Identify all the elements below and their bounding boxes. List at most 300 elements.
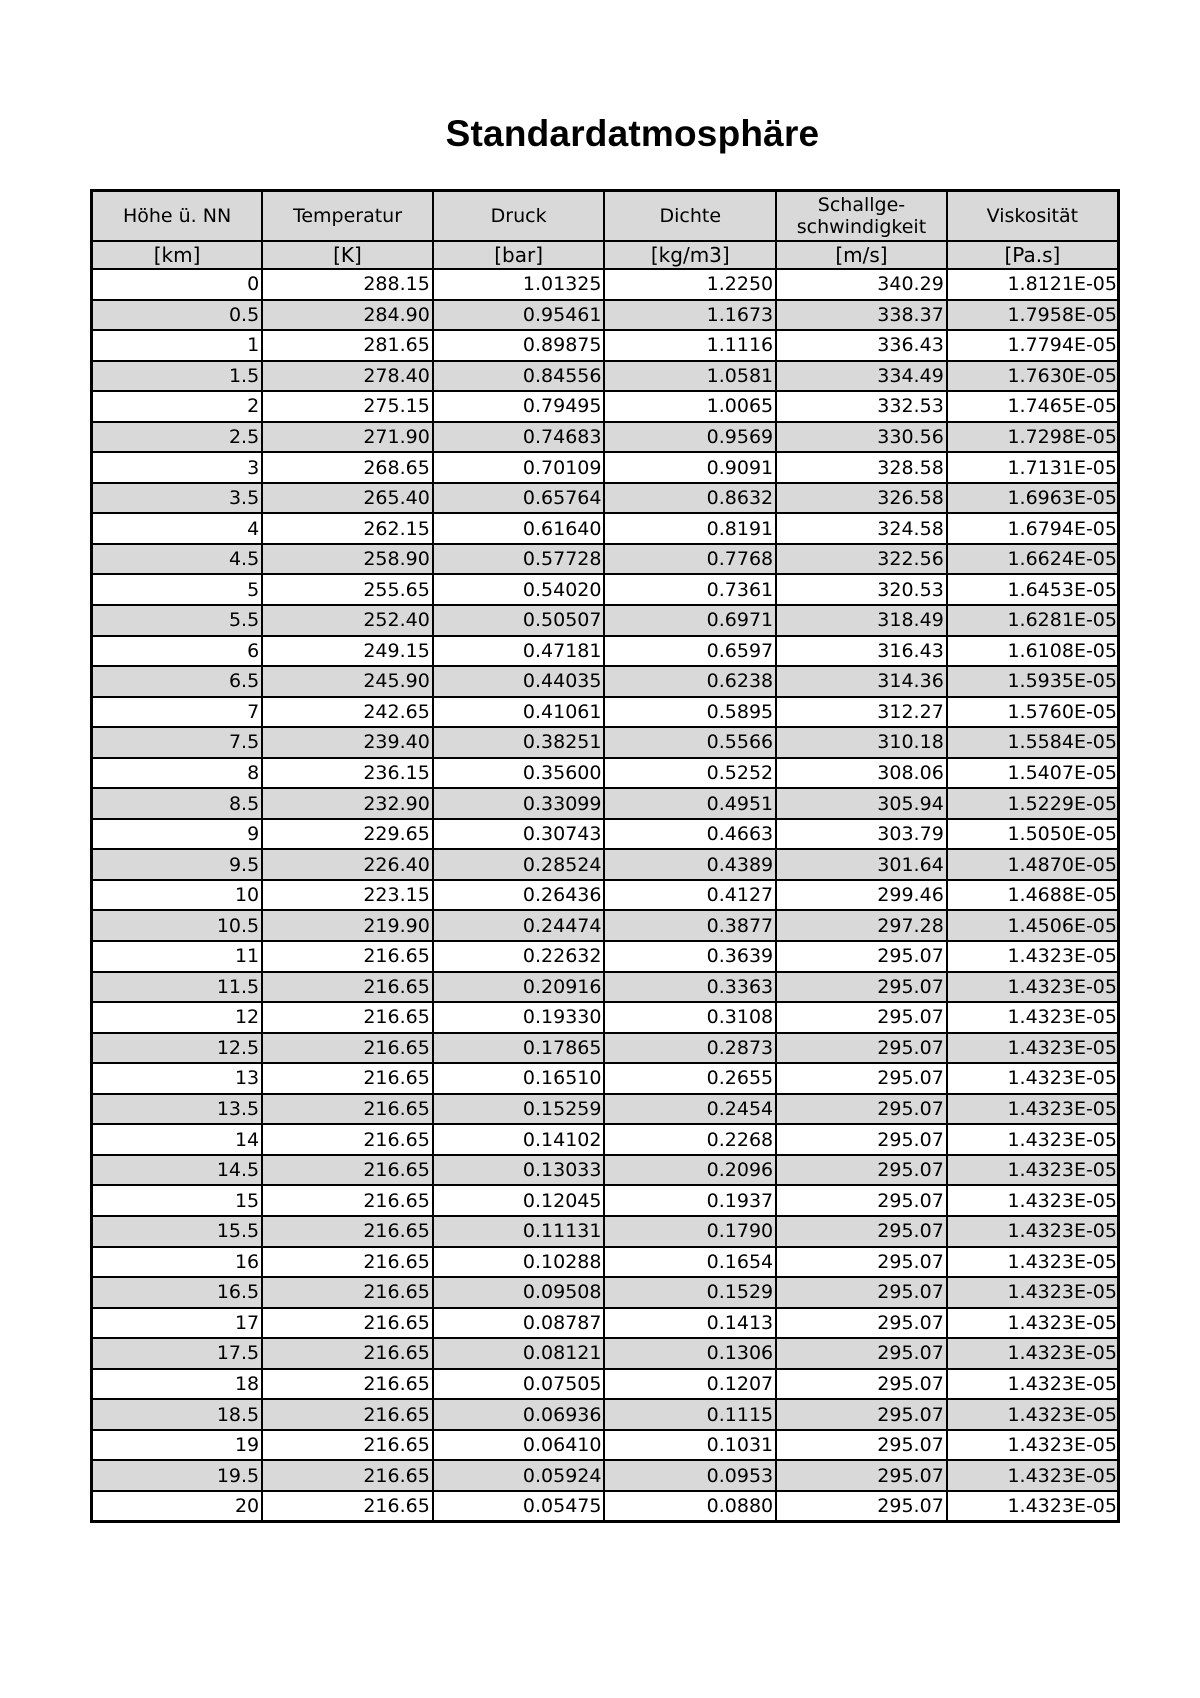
cell-altitude: 7 (92, 697, 263, 728)
cell-temperature: 236.15 (262, 758, 433, 789)
cell-temperature: 216.65 (262, 1124, 433, 1155)
cell-density: 0.1529 (604, 1277, 776, 1308)
cell-viscosity: 1.4323E-05 (947, 1369, 1119, 1400)
cell-viscosity: 1.6453E-05 (947, 574, 1119, 605)
cell-altitude: 4.5 (92, 544, 263, 575)
cell-viscosity: 1.5407E-05 (947, 758, 1119, 789)
cell-density: 0.1306 (604, 1338, 776, 1369)
table-row (92, 910, 1119, 941)
header-pressure: Druck (433, 191, 605, 242)
cell-viscosity: 1.4323E-05 (947, 1002, 1119, 1033)
cell-pressure: 0.05924 (433, 1460, 605, 1491)
cell-density: 0.4951 (604, 788, 776, 819)
cell-viscosity: 1.4323E-05 (947, 1155, 1119, 1186)
cell-pressure: 0.47181 (433, 636, 605, 667)
table-row (92, 605, 1119, 636)
cell-altitude: 15.5 (92, 1216, 263, 1247)
cell-density: 1.1116 (604, 330, 776, 361)
cell-altitude: 18 (92, 1369, 263, 1400)
cell-density: 0.2873 (604, 1033, 776, 1064)
cell-density: 1.1673 (604, 300, 776, 331)
cell-pressure: 0.05475 (433, 1491, 605, 1522)
cell-temperature: 216.65 (262, 1369, 433, 1400)
cell-pressure: 0.12045 (433, 1185, 605, 1216)
cell-speed-of-sound: 295.07 (776, 1460, 947, 1491)
cell-temperature: 275.15 (262, 391, 433, 422)
table-row (92, 819, 1119, 850)
cell-temperature: 216.65 (262, 1430, 433, 1461)
cell-viscosity: 1.7794E-05 (947, 330, 1119, 361)
cell-density: 0.9569 (604, 422, 776, 453)
cell-temperature: 216.65 (262, 1277, 433, 1308)
cell-temperature: 249.15 (262, 636, 433, 667)
cell-density: 0.6238 (604, 666, 776, 697)
table-row (92, 636, 1119, 667)
cell-pressure: 0.14102 (433, 1124, 605, 1155)
cell-speed-of-sound: 318.49 (776, 605, 947, 636)
cell-speed-of-sound: 297.28 (776, 910, 947, 941)
cell-density: 0.3108 (604, 1002, 776, 1033)
cell-density: 0.5566 (604, 727, 776, 758)
cell-temperature: 258.90 (262, 544, 433, 575)
cell-pressure: 0.57728 (433, 544, 605, 575)
cell-pressure: 0.13033 (433, 1155, 605, 1186)
cell-density: 0.1207 (604, 1369, 776, 1400)
cell-speed-of-sound: 340.29 (776, 269, 947, 300)
cell-temperature: 284.90 (262, 300, 433, 331)
cell-pressure: 0.06410 (433, 1430, 605, 1461)
cell-altitude: 14 (92, 1124, 263, 1155)
cell-pressure: 0.26436 (433, 880, 605, 911)
cell-speed-of-sound: 314.36 (776, 666, 947, 697)
cell-density: 0.0880 (604, 1491, 776, 1522)
cell-viscosity: 1.7298E-05 (947, 422, 1119, 453)
cell-pressure: 0.24474 (433, 910, 605, 941)
cell-temperature: 278.40 (262, 361, 433, 392)
cell-pressure: 0.07505 (433, 1369, 605, 1400)
table-row (92, 1491, 1119, 1522)
cell-altitude: 1.5 (92, 361, 263, 392)
cell-density: 0.7361 (604, 574, 776, 605)
cell-temperature: 216.65 (262, 1185, 433, 1216)
cell-density: 0.2454 (604, 1094, 776, 1125)
cell-altitude: 12.5 (92, 1033, 263, 1064)
cell-viscosity: 1.7958E-05 (947, 300, 1119, 331)
cell-temperature: 216.65 (262, 1247, 433, 1278)
table-row (92, 849, 1119, 880)
cell-viscosity: 1.7630E-05 (947, 361, 1119, 392)
cell-viscosity: 1.7465E-05 (947, 391, 1119, 422)
cell-pressure: 0.38251 (433, 727, 605, 758)
cell-viscosity: 1.7131E-05 (947, 452, 1119, 483)
cell-density: 0.6971 (604, 605, 776, 636)
unit-speed-of-sound: [m/s] (776, 241, 947, 269)
cell-density: 0.5252 (604, 758, 776, 789)
cell-viscosity: 1.4688E-05 (947, 880, 1119, 911)
cell-pressure: 0.19330 (433, 1002, 605, 1033)
cell-altitude: 16 (92, 1247, 263, 1278)
cell-speed-of-sound: 303.79 (776, 819, 947, 850)
cell-pressure: 0.08121 (433, 1338, 605, 1369)
cell-density: 0.9091 (604, 452, 776, 483)
cell-pressure: 0.15259 (433, 1094, 605, 1125)
cell-density: 1.0065 (604, 391, 776, 422)
unit-density: [kg/m3] (604, 241, 776, 269)
cell-altitude: 8.5 (92, 788, 263, 819)
cell-density: 1.0581 (604, 361, 776, 392)
cell-speed-of-sound: 305.94 (776, 788, 947, 819)
table-row (92, 758, 1119, 789)
cell-pressure: 0.30743 (433, 819, 605, 850)
cell-speed-of-sound: 310.18 (776, 727, 947, 758)
cell-density: 0.4663 (604, 819, 776, 850)
cell-speed-of-sound: 295.07 (776, 1216, 947, 1247)
cell-temperature: 229.65 (262, 819, 433, 850)
cell-pressure: 1.01325 (433, 269, 605, 300)
cell-altitude: 7.5 (92, 727, 263, 758)
cell-altitude: 9 (92, 819, 263, 850)
cell-pressure: 0.06936 (433, 1399, 605, 1430)
cell-speed-of-sound: 326.58 (776, 483, 947, 514)
cell-altitude: 6.5 (92, 666, 263, 697)
cell-pressure: 0.16510 (433, 1063, 605, 1094)
cell-temperature: 216.65 (262, 972, 433, 1003)
cell-altitude: 13.5 (92, 1094, 263, 1125)
cell-altitude: 4 (92, 513, 263, 544)
header-viscosity: Viskosität (947, 191, 1119, 242)
cell-altitude: 0.5 (92, 300, 263, 331)
table-row (92, 330, 1119, 361)
cell-temperature: 223.15 (262, 880, 433, 911)
cell-speed-of-sound: 295.07 (776, 1277, 947, 1308)
table-row (92, 727, 1119, 758)
table-row (92, 1338, 1119, 1369)
table-row (92, 1063, 1119, 1094)
cell-speed-of-sound: 338.37 (776, 300, 947, 331)
cell-density: 0.4127 (604, 880, 776, 911)
cell-temperature: 239.40 (262, 727, 433, 758)
cell-altitude: 9.5 (92, 849, 263, 880)
standard-atmosphere-table (90, 189, 1120, 1523)
cell-pressure: 0.11131 (433, 1216, 605, 1247)
cell-altitude: 2 (92, 391, 263, 422)
table-row (92, 1216, 1119, 1247)
cell-speed-of-sound: 299.46 (776, 880, 947, 911)
table-row (92, 1185, 1119, 1216)
cell-speed-of-sound: 332.53 (776, 391, 947, 422)
units-row (92, 241, 1119, 269)
cell-speed-of-sound: 295.07 (776, 1185, 947, 1216)
cell-viscosity: 1.4323E-05 (947, 1277, 1119, 1308)
cell-viscosity: 1.6281E-05 (947, 605, 1119, 636)
cell-speed-of-sound: 295.07 (776, 1155, 947, 1186)
cell-speed-of-sound: 295.07 (776, 1369, 947, 1400)
cell-temperature: 216.65 (262, 1094, 433, 1125)
cell-speed-of-sound: 320.53 (776, 574, 947, 605)
table-row (92, 1277, 1119, 1308)
table-row (92, 1460, 1119, 1491)
header-speed-of-sound: Schallge- schwindigkeit (776, 191, 947, 242)
cell-density: 0.1790 (604, 1216, 776, 1247)
cell-altitude: 5 (92, 574, 263, 605)
cell-density: 0.6597 (604, 636, 776, 667)
cell-pressure: 0.41061 (433, 697, 605, 728)
table-row (92, 880, 1119, 911)
cell-pressure: 0.22632 (433, 941, 605, 972)
cell-temperature: 265.40 (262, 483, 433, 514)
cell-altitude: 8 (92, 758, 263, 789)
cell-viscosity: 1.4323E-05 (947, 1430, 1119, 1461)
cell-speed-of-sound: 295.07 (776, 1308, 947, 1339)
cell-pressure: 0.28524 (433, 849, 605, 880)
cell-speed-of-sound: 328.58 (776, 452, 947, 483)
cell-temperature: 216.65 (262, 941, 433, 972)
cell-temperature: 216.65 (262, 1155, 433, 1186)
table-row (92, 1369, 1119, 1400)
cell-speed-of-sound: 308.06 (776, 758, 947, 789)
table-row (92, 972, 1119, 1003)
cell-viscosity: 1.4323E-05 (947, 1094, 1119, 1125)
cell-pressure: 0.08787 (433, 1308, 605, 1339)
cell-viscosity: 1.4323E-05 (947, 1308, 1119, 1339)
table-row (92, 422, 1119, 453)
cell-pressure: 0.65764 (433, 483, 605, 514)
cell-pressure: 0.89875 (433, 330, 605, 361)
cell-viscosity: 1.6963E-05 (947, 483, 1119, 514)
table-row (92, 452, 1119, 483)
cell-speed-of-sound: 295.07 (776, 1430, 947, 1461)
cell-altitude: 11.5 (92, 972, 263, 1003)
cell-altitude: 3.5 (92, 483, 263, 514)
cell-pressure: 0.70109 (433, 452, 605, 483)
cell-speed-of-sound: 295.07 (776, 1033, 947, 1064)
table-row (92, 788, 1119, 819)
cell-temperature: 216.65 (262, 1002, 433, 1033)
cell-altitude: 0 (92, 269, 263, 300)
table-row (92, 1155, 1119, 1186)
cell-viscosity: 1.4323E-05 (947, 1399, 1119, 1430)
cell-speed-of-sound: 324.58 (776, 513, 947, 544)
cell-viscosity: 1.4870E-05 (947, 849, 1119, 880)
cell-altitude: 20 (92, 1491, 263, 1522)
cell-density: 0.8191 (604, 513, 776, 544)
table-row (92, 941, 1119, 972)
cell-pressure: 0.09508 (433, 1277, 605, 1308)
cell-density: 0.2655 (604, 1063, 776, 1094)
cell-temperature: 216.65 (262, 1216, 433, 1247)
cell-altitude: 17 (92, 1308, 263, 1339)
unit-viscosity: [Pa.s] (947, 241, 1119, 269)
cell-speed-of-sound: 295.07 (776, 1094, 947, 1125)
cell-altitude: 1 (92, 330, 263, 361)
table-row (92, 391, 1119, 422)
cell-pressure: 0.54020 (433, 574, 605, 605)
cell-speed-of-sound: 336.43 (776, 330, 947, 361)
cell-pressure: 0.84556 (433, 361, 605, 392)
table-row (92, 1033, 1119, 1064)
cell-density: 0.0953 (604, 1460, 776, 1491)
cell-altitude: 19.5 (92, 1460, 263, 1491)
header-temperature: Temperatur (262, 191, 433, 242)
cell-density: 0.1115 (604, 1399, 776, 1430)
cell-temperature: 219.90 (262, 910, 433, 941)
cell-temperature: 216.65 (262, 1033, 433, 1064)
cell-speed-of-sound: 295.07 (776, 1491, 947, 1522)
cell-density: 0.5895 (604, 697, 776, 728)
cell-density: 0.1031 (604, 1430, 776, 1461)
table-row (92, 1002, 1119, 1033)
unit-altitude: [km] (92, 241, 263, 269)
cell-altitude: 10.5 (92, 910, 263, 941)
cell-density: 0.3639 (604, 941, 776, 972)
cell-altitude: 10 (92, 880, 263, 911)
cell-temperature: 216.65 (262, 1491, 433, 1522)
cell-pressure: 0.74683 (433, 422, 605, 453)
cell-viscosity: 1.5229E-05 (947, 788, 1119, 819)
cell-density: 0.1654 (604, 1247, 776, 1278)
table-row (92, 1399, 1119, 1430)
cell-viscosity: 1.5760E-05 (947, 697, 1119, 728)
cell-temperature: 216.65 (262, 1338, 433, 1369)
cell-altitude: 2.5 (92, 422, 263, 453)
cell-viscosity: 1.4506E-05 (947, 910, 1119, 941)
cell-viscosity: 1.6624E-05 (947, 544, 1119, 575)
cell-viscosity: 1.6108E-05 (947, 636, 1119, 667)
cell-speed-of-sound: 312.27 (776, 697, 947, 728)
cell-speed-of-sound: 322.56 (776, 544, 947, 575)
cell-density: 0.7768 (604, 544, 776, 575)
table-row (92, 513, 1119, 544)
cell-temperature: 216.65 (262, 1308, 433, 1339)
table-row (92, 574, 1119, 605)
cell-speed-of-sound: 295.07 (776, 1338, 947, 1369)
cell-viscosity: 1.4323E-05 (947, 1216, 1119, 1247)
cell-pressure: 0.17865 (433, 1033, 605, 1064)
cell-temperature: 255.65 (262, 574, 433, 605)
cell-viscosity: 1.5584E-05 (947, 727, 1119, 758)
cell-density: 0.2096 (604, 1155, 776, 1186)
cell-viscosity: 1.4323E-05 (947, 1124, 1119, 1155)
cell-altitude: 13 (92, 1063, 263, 1094)
cell-pressure: 0.33099 (433, 788, 605, 819)
cell-speed-of-sound: 330.56 (776, 422, 947, 453)
cell-speed-of-sound: 334.49 (776, 361, 947, 392)
cell-viscosity: 1.4323E-05 (947, 1063, 1119, 1094)
cell-altitude: 17.5 (92, 1338, 263, 1369)
cell-temperature: 271.90 (262, 422, 433, 453)
cell-temperature: 281.65 (262, 330, 433, 361)
cell-viscosity: 1.8121E-05 (947, 269, 1119, 300)
cell-temperature: 245.90 (262, 666, 433, 697)
cell-density: 0.4389 (604, 849, 776, 880)
cell-speed-of-sound: 295.07 (776, 941, 947, 972)
table-row (92, 361, 1119, 392)
unit-temperature: [K] (262, 241, 433, 269)
header-row (92, 191, 1119, 242)
cell-altitude: 5.5 (92, 605, 263, 636)
cell-altitude: 12 (92, 1002, 263, 1033)
table-row (92, 1124, 1119, 1155)
cell-temperature: 268.65 (262, 452, 433, 483)
cell-density: 0.3877 (604, 910, 776, 941)
cell-altitude: 11 (92, 941, 263, 972)
cell-pressure: 0.61640 (433, 513, 605, 544)
cell-pressure: 0.44035 (433, 666, 605, 697)
cell-viscosity: 1.5935E-05 (947, 666, 1119, 697)
header-density: Dichte (604, 191, 776, 242)
cell-temperature: 216.65 (262, 1063, 433, 1094)
table-row (92, 544, 1119, 575)
cell-viscosity: 1.6794E-05 (947, 513, 1119, 544)
cell-altitude: 15 (92, 1185, 263, 1216)
cell-viscosity: 1.4323E-05 (947, 972, 1119, 1003)
page-title: Standardatmosphäre (445, 113, 820, 154)
cell-altitude: 3 (92, 452, 263, 483)
cell-altitude: 6 (92, 636, 263, 667)
cell-viscosity: 1.4323E-05 (947, 1338, 1119, 1369)
cell-viscosity: 1.4323E-05 (947, 1033, 1119, 1064)
cell-altitude: 16.5 (92, 1277, 263, 1308)
cell-viscosity: 1.4323E-05 (947, 1185, 1119, 1216)
cell-pressure: 0.95461 (433, 300, 605, 331)
table-row (92, 666, 1119, 697)
cell-temperature: 232.90 (262, 788, 433, 819)
cell-density: 0.3363 (604, 972, 776, 1003)
cell-temperature: 216.65 (262, 1460, 433, 1491)
cell-speed-of-sound: 295.07 (776, 972, 947, 1003)
table-body (92, 269, 1119, 1522)
cell-pressure: 0.10288 (433, 1247, 605, 1278)
cell-pressure: 0.79495 (433, 391, 605, 422)
cell-temperature: 216.65 (262, 1399, 433, 1430)
cell-density: 0.1937 (604, 1185, 776, 1216)
cell-pressure: 0.20916 (433, 972, 605, 1003)
cell-temperature: 226.40 (262, 849, 433, 880)
cell-temperature: 252.40 (262, 605, 433, 636)
cell-viscosity: 1.4323E-05 (947, 1460, 1119, 1491)
cell-pressure: 0.50507 (433, 605, 605, 636)
cell-speed-of-sound: 295.07 (776, 1002, 947, 1033)
cell-speed-of-sound: 316.43 (776, 636, 947, 667)
cell-altitude: 14.5 (92, 1155, 263, 1186)
table-row (92, 269, 1119, 300)
cell-density: 0.1413 (604, 1308, 776, 1339)
cell-altitude: 19 (92, 1430, 263, 1461)
table-row (92, 1430, 1119, 1461)
unit-pressure: [bar] (433, 241, 605, 269)
table-row (92, 483, 1119, 514)
table-row (92, 697, 1119, 728)
cell-speed-of-sound: 295.07 (776, 1124, 947, 1155)
cell-temperature: 288.15 (262, 269, 433, 300)
table-row (92, 300, 1119, 331)
cell-viscosity: 1.4323E-05 (947, 941, 1119, 972)
cell-viscosity: 1.4323E-05 (947, 1247, 1119, 1278)
cell-speed-of-sound: 295.07 (776, 1399, 947, 1430)
cell-speed-of-sound: 295.07 (776, 1247, 947, 1278)
cell-density: 0.8632 (604, 483, 776, 514)
cell-temperature: 262.15 (262, 513, 433, 544)
cell-density: 1.2250 (604, 269, 776, 300)
cell-speed-of-sound: 295.07 (776, 1063, 947, 1094)
table-row (92, 1308, 1119, 1339)
cell-speed-of-sound: 301.64 (776, 849, 947, 880)
header-altitude: Höhe ü. NN (92, 191, 263, 242)
table-row (92, 1247, 1119, 1278)
table-row (92, 1094, 1119, 1125)
cell-temperature: 242.65 (262, 697, 433, 728)
cell-altitude: 18.5 (92, 1399, 263, 1430)
